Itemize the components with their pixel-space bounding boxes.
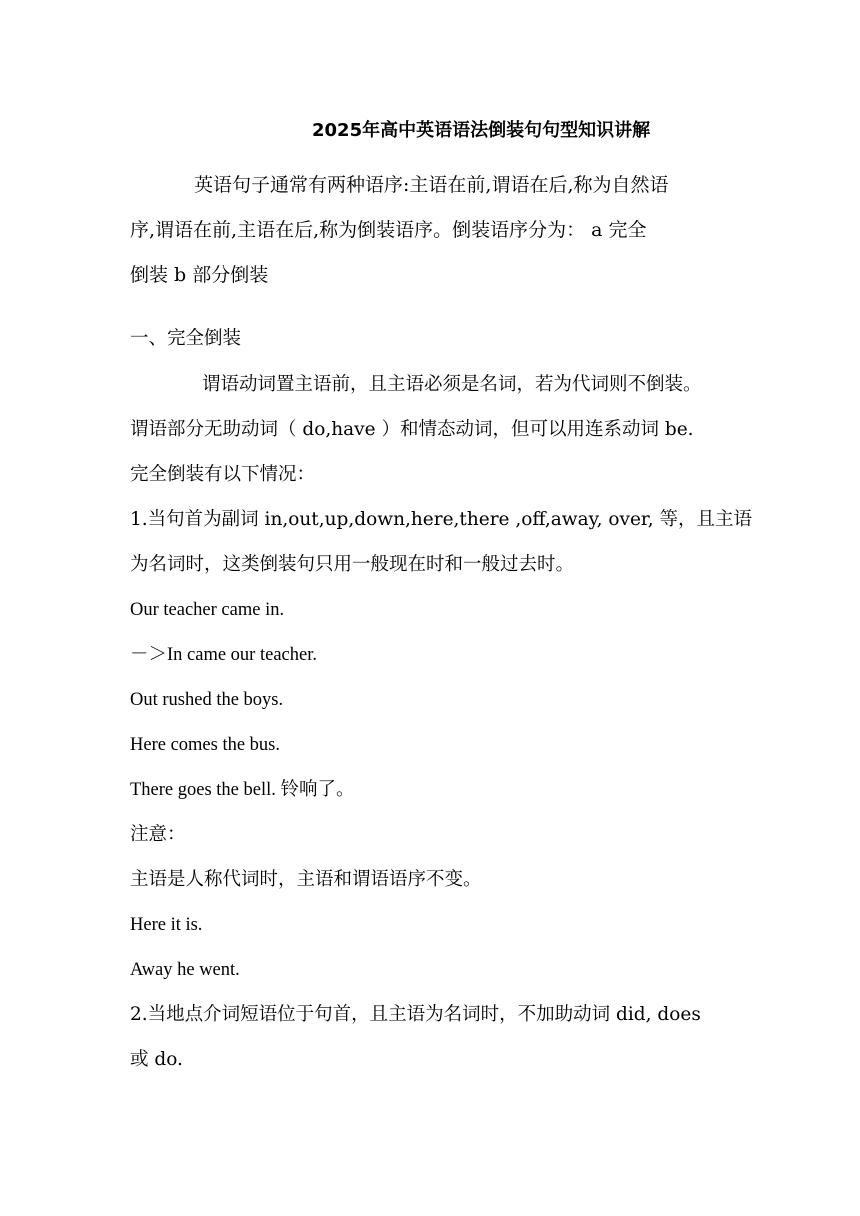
- section1-desc-line-2: 谓语部分无助动词（ do,have ）和情态动词，但可以用连系动词 be.: [130, 419, 694, 440]
- example-line: Out rushed the boys.: [130, 690, 284, 710]
- rule1-line-2: 为名词时，这类倒装句只用一般现在时和一般过去时。: [130, 554, 575, 575]
- example-line: Here it is.: [130, 915, 203, 935]
- example-line: －＞In came our teacher.: [130, 645, 317, 665]
- example-line: There goes the bell. 铃响了。: [130, 780, 355, 800]
- note-label: 注意：: [130, 824, 186, 845]
- rule2-line-2: 或 do.: [130, 1049, 183, 1070]
- intro-line-3: 倒装 b 部分倒装: [130, 264, 269, 286]
- document-title: 2025年高中英语语法倒装句句型知识讲解: [312, 120, 651, 141]
- example-line: Our teacher came in.: [130, 600, 285, 620]
- intro-line-2: 序,谓语在前,主语在后,称为倒装语序。倒装语序分为： a 完全: [130, 219, 647, 241]
- note-text: 主语是人称代词时，主语和谓语语序不变。: [130, 869, 482, 890]
- intro-line-1: 英语句子通常有两种语序:主语在前,谓语在后,称为自然语: [194, 174, 669, 196]
- rule2-line-1: 2.当地点介词短语位于句首，且主语为名词时，不加助动词 did, does: [130, 1004, 701, 1025]
- section1-desc-line-3: 完全倒装有以下情况：: [130, 464, 316, 485]
- example-line: Away he went.: [130, 960, 240, 980]
- rule1-line-1: 1.当句首为副词 in,out,up,down,here,there ,off,away, over, 等，且主语: [130, 509, 753, 530]
- example-line: Here comes the bus.: [130, 735, 281, 755]
- section1-desc-line-1: 谓语动词置主语前，且主语必须是名词，若为代词则不倒装。: [202, 374, 702, 395]
- section-heading-full-inversion: 一、完全倒装: [130, 328, 242, 349]
